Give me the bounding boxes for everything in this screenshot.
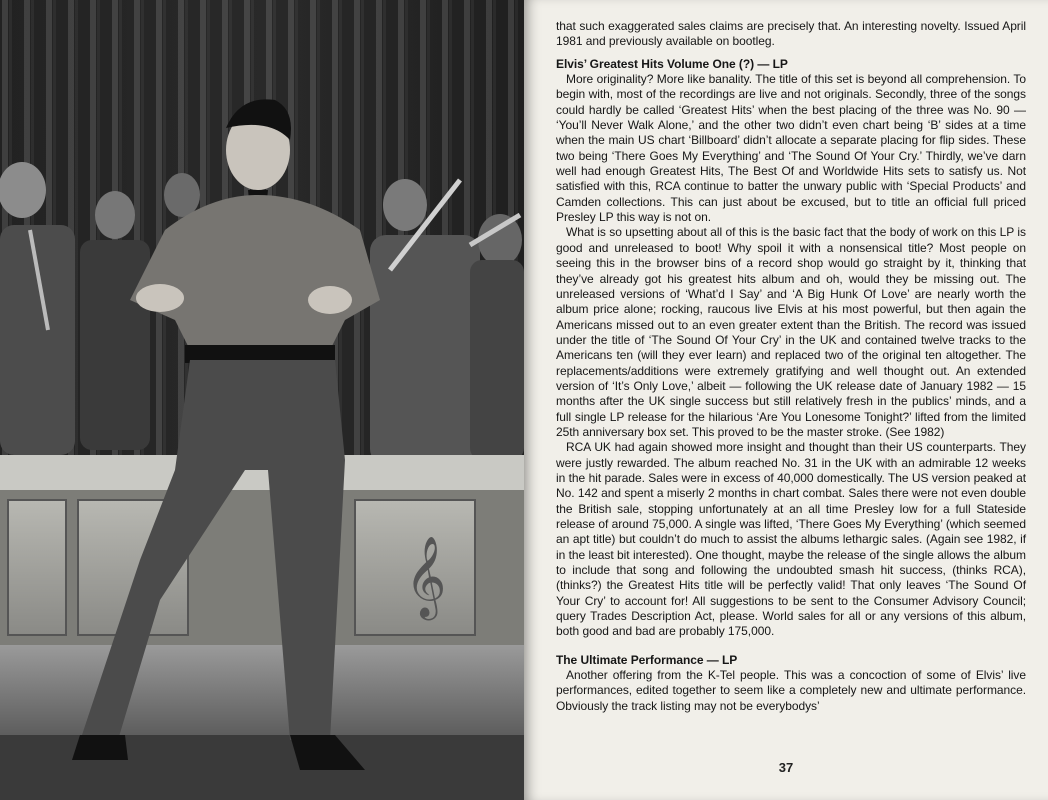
paragraph: Another offering from the K-Tel people. This was a concoction of some of Elvis’ live performances, edited together to seem like a completely new and ultimate performance. Obviously the track listing may not be everybodys’ bbox=[556, 668, 1026, 713]
intro-paragraph: that such exaggerated sales claims are precisely that. An interesting novelty. Issued April 1981 and previously available on bootleg. bbox=[556, 19, 1026, 49]
section-heading-greatest-hits: Elvis’ Greatest Hits Volume One (?) — LP bbox=[556, 56, 788, 71]
svg-text:𝄞: 𝄞 bbox=[405, 535, 447, 617]
text-page bbox=[524, 0, 1048, 800]
paragraph: More originality? More like banality. The title of this set is beyond all comprehension. To begin with, most of the recordings are live and not originals. Secondly, three of the songs could hardly be called ‘Greatest Hits’ when the best placing of the three was No. 90 — ‘You’ll Never Walk Alone,’ and the other two didn’t even chart being ‘B’ sides at a time when the main US chart ‘Billboard’ didn’t allocate a separate placing for flip sides. These two being ‘There Goes My Everything’ and ‘The Sound Of Your Cry.’ Thirdly, we’ve darn well had enough Greatest Hits, The Best Of and Worldwide Hits sets to satisfy us. Not satisfied with this, RCA continue to batter the unwary public with ‘Special Products’ and Camden collections. This can just about be excused, but to title an official full priced Presley LP this way is not on. bbox=[556, 72, 1026, 225]
paragraph: RCA UK had again showed more insight and thought than their US counterparts. They were justly rewarded. The album reached No. 31 in the UK with an admirable 12 weeks in the hit parade. Sales were in excess of 40,000 domestically. The US version peaked at No. 142 and spent a miserly 2 months in chart combat. Sales there were not even double the British sale, stopping unfortunately at an all time Presley low for a full Stateside release of around 75,000. A single was lifted, ‘There Goes My Everything’ (which seemed an apt title) but couldn’t do much to assist the albums lethargic sales. (Again see 1982, if in the least bit interested). One thought, maybe the release of the single allows the album to include that song and following the undoubted smash hit success, (thinks RCA), (thinks?) the Greatest Hits title will be perfectly valid! That only leaves ‘The Sound Of Your Cry’ to account for! All suggestions to be sent to the Consumer Advisory Council; query Trades Description Act, please. World sales for all or any versions of this album, both good and bad are probably 175,000. bbox=[556, 440, 1026, 639]
page-number: 37 bbox=[778, 760, 794, 775]
section-heading-ultimate-performance: The Ultimate Performance — LP bbox=[556, 652, 738, 667]
paragraph: What is so upsetting about all of this is the basic fact that the body of work on this LP is good and unreleased to boot! Why spoil it with a nonsensical title? Most people on seeing this in the browser bins of a record shop would go straight by it, thinking that they’ve already got his greatest hits album and oh, would they be missing out. The unreleased versions of ‘What’d I Say’ and ‘A Big Hunk Of Love’ are nearly worth the album price alone; rocking, raucous live Elvis at his most powerful, but then again the Americans missed out to an even greater extent than the British. The record was issued under the title of ‘The Sound Of Your Cry’ in the UK and contained twelve tracks to the Americans ten (will they ever learn) and replaced two of the original ten altogether. The replacements/additions were extremely gratifying and well thought out. An extended version of ‘It’s Only Love,’ albeit — following the UK release date of January 1982 — 15 months after the UK single success but still relatively fresh in the publics’ minds, and a full single LP release for the hilarious ‘Are You Lonesome Tonight?’ lifted from the limited 25th anniversary box set. This proved to be the master stroke. (See 1982) bbox=[556, 225, 1026, 439]
article-column bbox=[556, 19, 1026, 714]
